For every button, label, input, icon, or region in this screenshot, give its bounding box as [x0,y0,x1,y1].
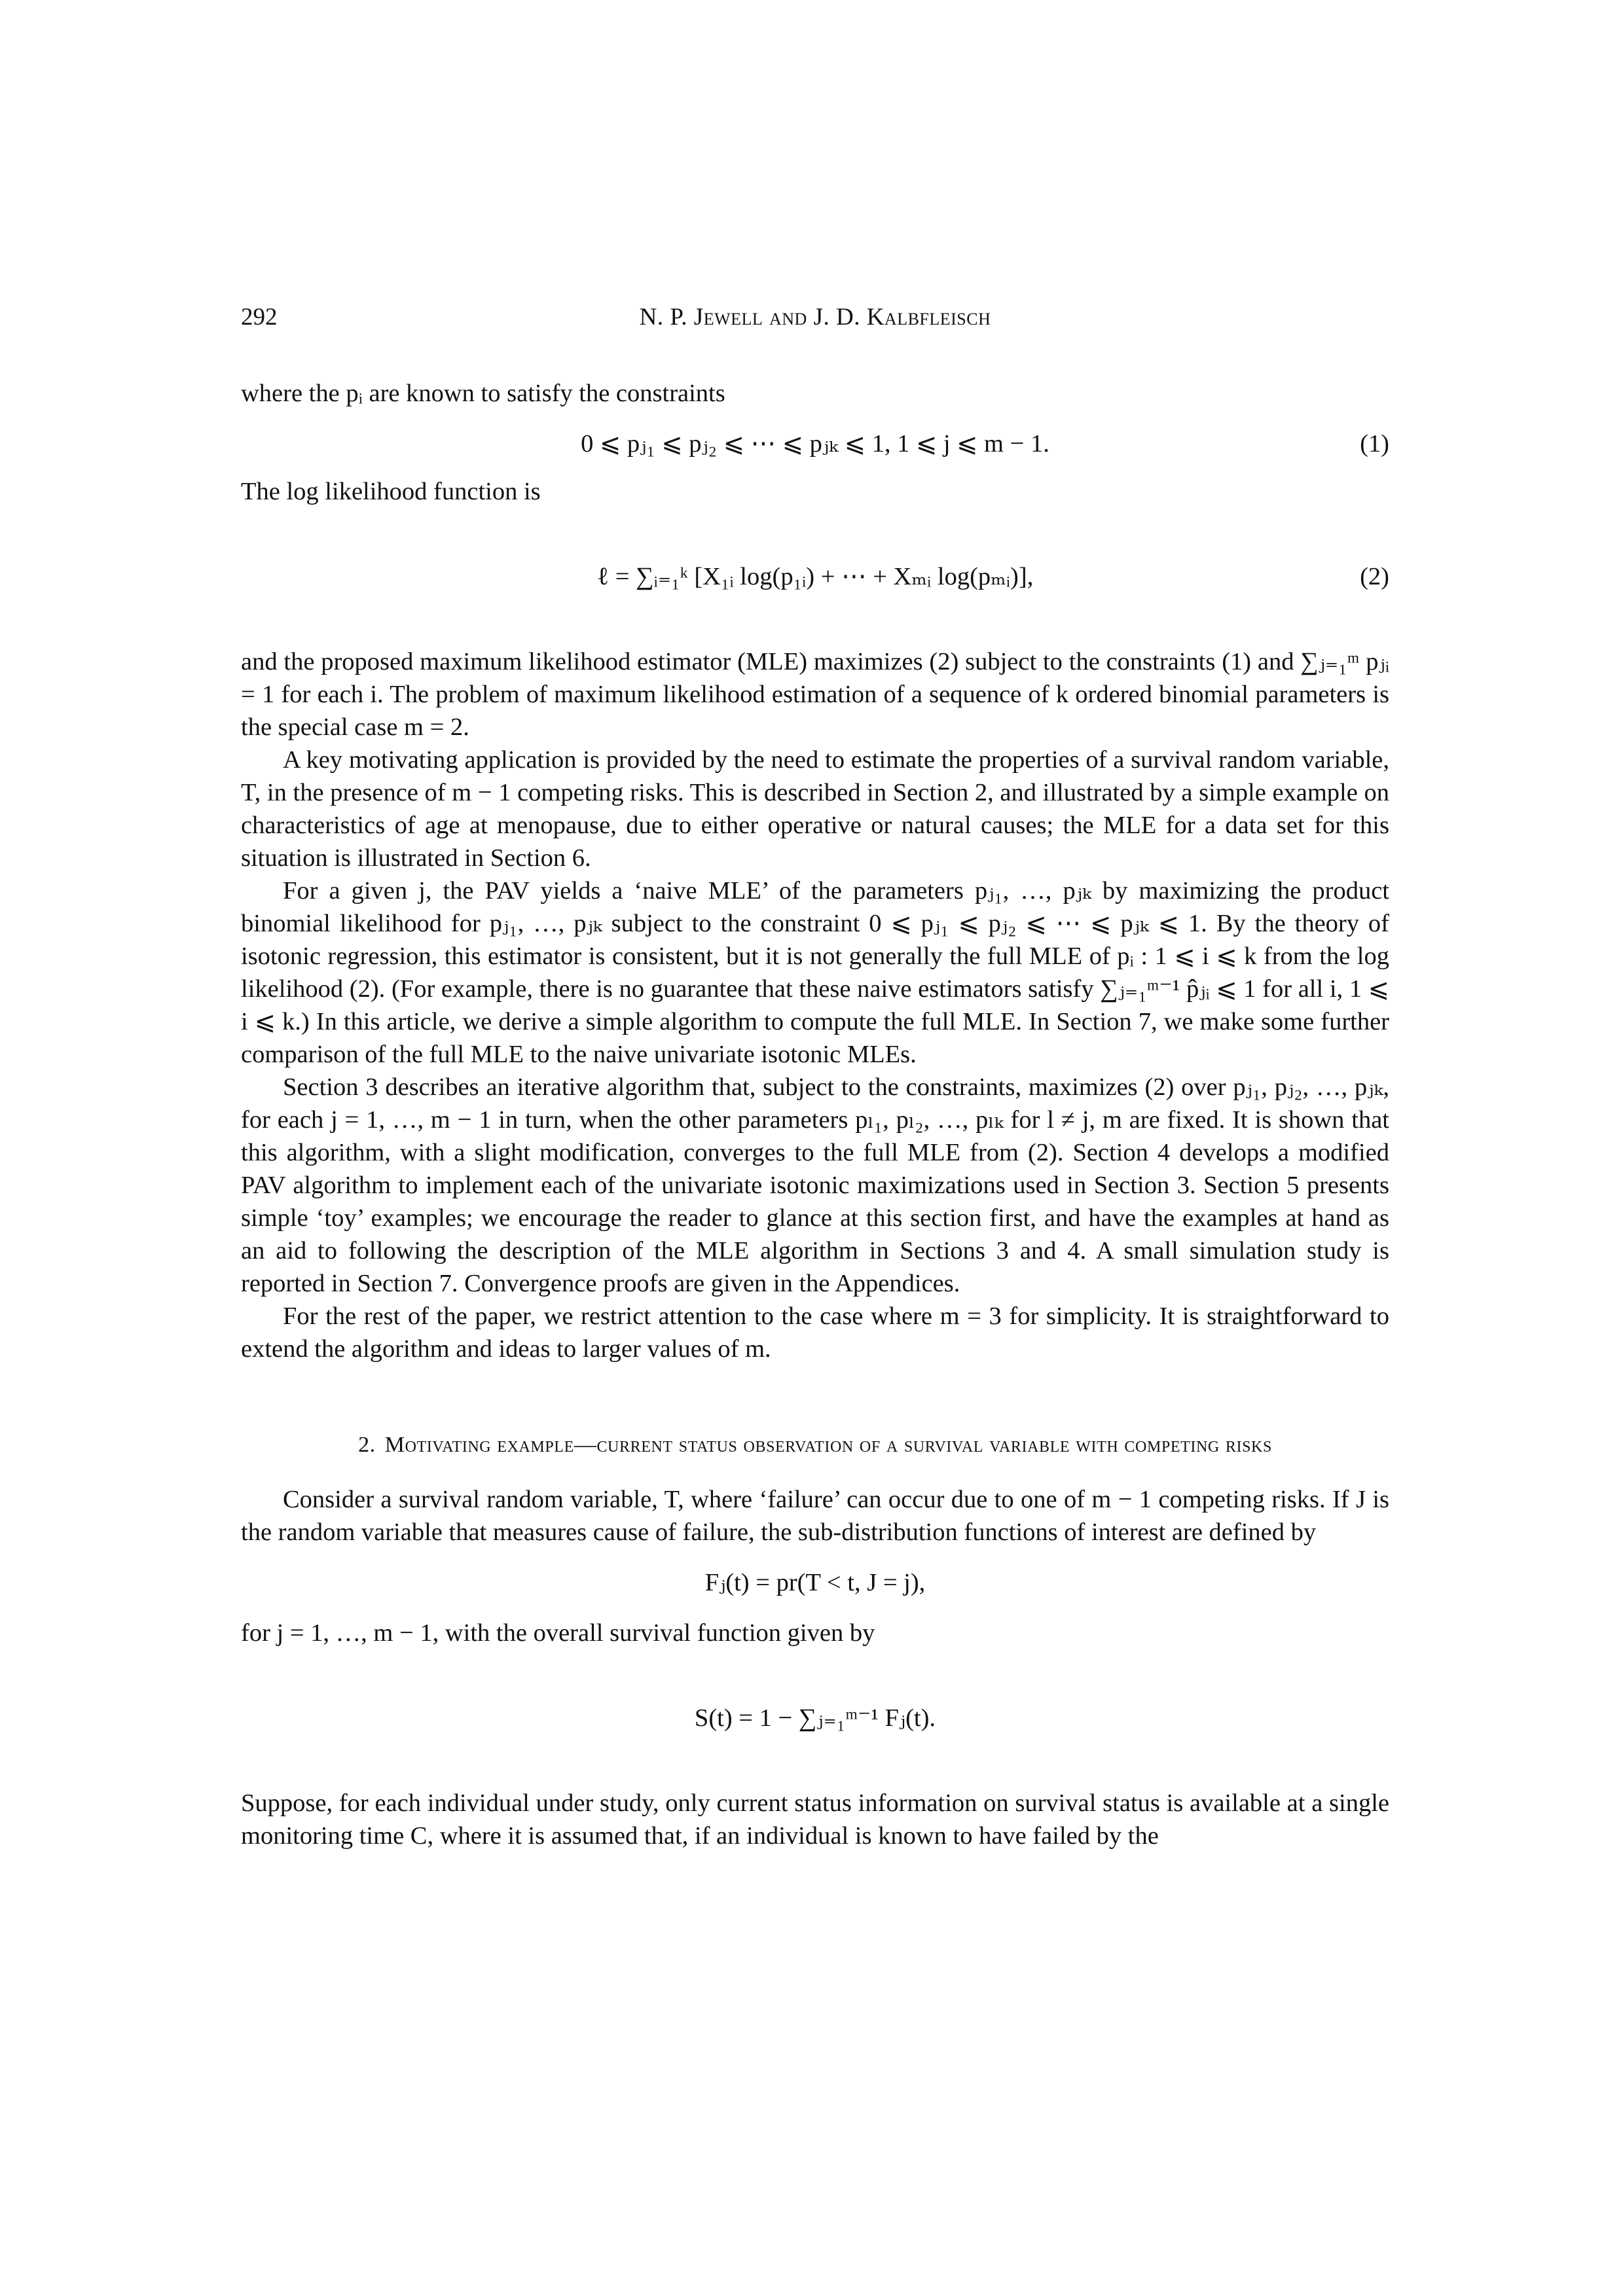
equation-subdistribution [241,1562,1389,1604]
running-head-authors: N. P. Jewell and J. D. Kalbfleisch [639,304,991,331]
paragraph-constraints-intro: where the pᵢ are known to satisfy the constraints [241,380,725,407]
paragraph-mle-definition: and the proposed maximum likelihood estimator (MLE) maximizes (2) subject to the constraints (1) and ∑ⱼ₌₁ᵐ pⱼᵢ = 1 for each i. The problem of maximum likelihood estimation of a sequence of k ordered binomial parameters is the special case m = 2. [241,648,1389,741]
equation-subdistribution-body: Fⱼ(t) = pr(T < t, J = j), [704,1569,926,1596]
equation-survival [241,1662,1389,1774]
equation-1-body: 0 ⩽ pⱼ₁ ⩽ pⱼ₂ ⩽ ⋯ ⩽ pⱼₖ ⩽ 1, 1 ⩽ j ⩽ m − 1. [581,430,1049,457]
paragraph-survival-variable: Consider a survival random variable, T, where ‘failure’ can occur due to one of m − 1 competing risks. If J is the random variable that measures cause of failure, the sub-distribution functions of interest are defined by [241,1486,1389,1546]
paragraph-loglik-intro: The log likelihood function is [241,478,541,505]
paragraph-section-overview: Section 3 describes an iterative algorithm that, subject to the constraints, maximizes (2) over pⱼ₁, pⱼ₂, …, pⱼₖ, for each j = 1, …, m − 1 in turn, when the other parameters pₗ₁, pₗ₂, …, pₗₖ for l ≠ j, m are fixed. It is shown that this algorithm, with a slight modification, converges to the full MLE from (2). Section 4 develops a modified PAV algorithm to implement each of the univariate isotonic maximizations used in Section 3. Section 5 presents simple ‘toy’ examples; we encourage the reader to glance at this section first, and have the examples at hand as an aid to following the description of the MLE algorithm in Sections 3 and 4. A small simulation study is reported in Section 7. Convergence proofs are given in the Appendices. [241,1073,1389,1297]
equation-2-body: ℓ = ∑ᵢ₌₁ᵏ [X₁ᵢ log(p₁ᵢ) + ⋯ + Xₘᵢ log(pₘᵢ)], [596,563,1034,590]
page [241,301,1389,1852]
running-head [241,301,1389,338]
section-2-number: 2. [358,1433,376,1457]
paragraph-survival-function-intro: for j = 1, …, m − 1, with the overall survival function given by [241,1619,875,1647]
section-2-title: Motivating example—current status observation of a survival variable with competing risks [384,1433,1272,1457]
paragraph-restriction: For the rest of the paper, we restrict attention to the case where m = 3 for simplicity. It is straightforward to extend the algorithm and ideas to larger values of m. [241,1302,1389,1363]
equation-1-number: (1) [1360,430,1389,457]
paragraph-motivating-application: A key motivating application is provided by the need to estimate the properties of a survival random variable, T, in the presence of m − 1 competing risks. This is described in Section 2, and illustrated by a simple example on characteristics of age at menopause, due to either operative or natural causes; the MLE for a data set for this situation is illustrated in Section 6. [241,746,1389,872]
paragraph-current-status: Suppose, for each individual under study, only current status information on survival status is available at a single monitoring time C, where it is assumed that, if an individual is known to have failed by the [241,1789,1389,1850]
equation-survival-body: S(t) = 1 − ∑ⱼ₌₁ᵐ⁻¹ Fⱼ(t). [694,1704,936,1732]
paragraph-naive-mle: For a given j, the PAV yields a ‘naive MLE’ of the parameters pⱼ₁, …, pⱼₖ by maximizing the product binomial likelihood for pⱼ₁, …, pⱼₖ subject to the constraint 0 ⩽ pⱼ₁ ⩽ pⱼ₂ ⩽ ⋯ ⩽ pⱼₖ ⩽ 1. By the theory of isotonic regression, this estimator is consistent, but it is not generally the full MLE of pᵢ : 1 ⩽ i ⩽ k from the log likelihood (2). (For example, there is no guarantee that these naive estimators satisfy ∑ⱼ₌₁ᵐ⁻¹ p̂ⱼᵢ ⩽ 1 for all i, 1 ⩽ i ⩽ k.) In this article, we derive a simple algorithm to compute the full MLE. In Section 7, we make some further comparison of the full MLE to the naive univariate isotonic MLEs. [241,877,1389,1068]
page-number: 292 [241,304,278,331]
equation-2 [241,521,1389,632]
equation-2-number: (2) [1360,563,1389,590]
section-2-heading [241,1431,1389,1460]
equation-1 [241,424,1389,463]
